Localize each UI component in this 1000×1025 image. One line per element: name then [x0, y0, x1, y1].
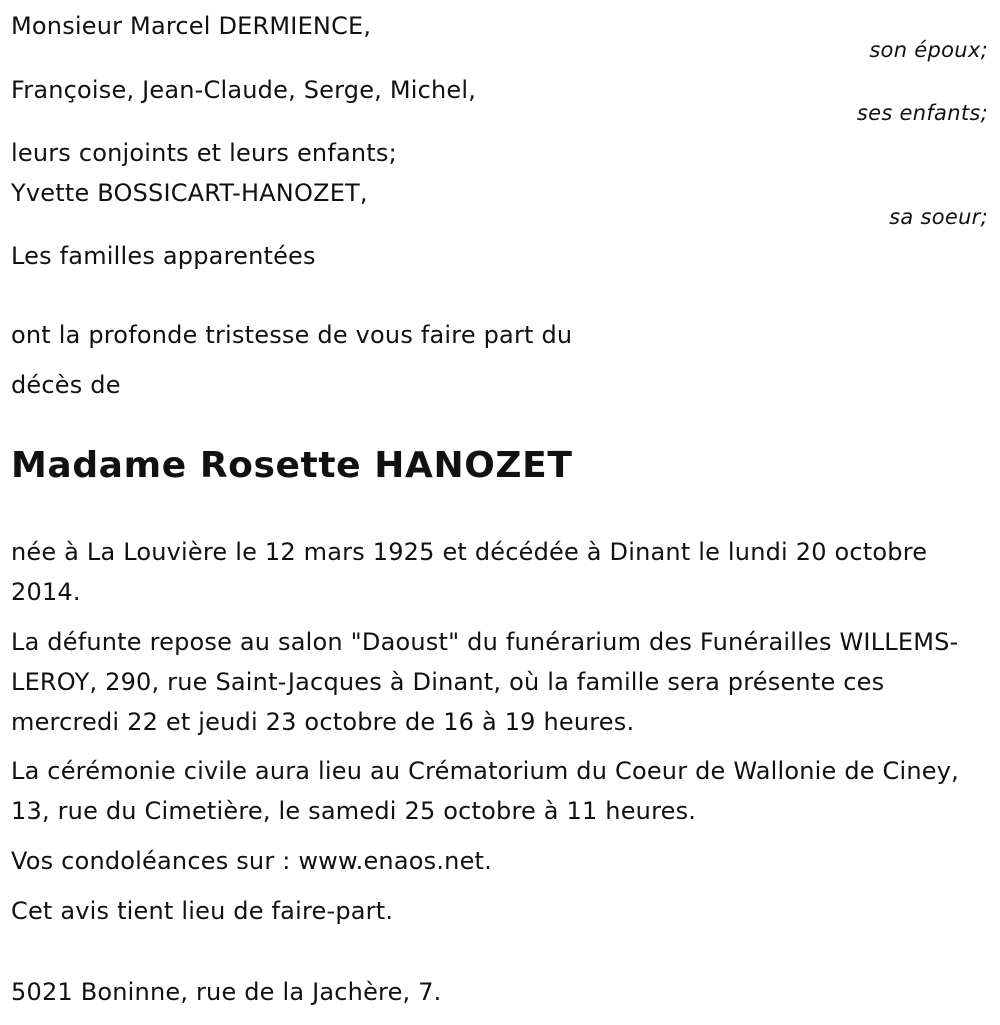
condolences-line: Vos condoléances sur : www.enaos.net.: [11, 847, 492, 875]
address-line: 5021 Boninne, rue de la Jachère, 7.: [11, 978, 442, 1006]
spouse-name: Monsieur Marcel DERMIENCE,: [11, 12, 372, 40]
repose-paragraph: La défunte repose au salon "Daoust" du funérarium des Funérailles WILLEMS-LEROY, 290, rue Saint-Jacques à Dinant, où la famille sera présente ces mercredi 22 et jeudi 23 octobre de 16 à 19 heures.: [11, 628, 959, 736]
children-role: ses enfants;: [856, 101, 988, 125]
sister-name: Yvette BOSSICART-HANOZET,: [11, 179, 368, 207]
grandchildren-line: leurs conjoints et leurs enfants;: [11, 139, 397, 167]
spouse-role: son époux;: [869, 38, 988, 62]
notice-line: Cet avis tient lieu de faire-part.: [11, 897, 394, 925]
announcement-line-1: ont la profonde tristesse de vous faire part du: [11, 321, 573, 349]
deceased-name: Madame Rosette HANOZET: [11, 445, 573, 486]
announcement-line-2: décès de: [11, 371, 121, 399]
birth-death-paragraph: née à La Louvière le 12 mars 1925 et décédée à Dinant le lundi 20 octobre 2014.: [11, 538, 928, 606]
ceremony-paragraph: La cérémonie civile aura lieu au Crématorium du Coeur de Wallonie de Ciney, 13, rue du Cimetière, le samedi 25 octobre à 11 heures.: [11, 757, 959, 825]
children-names: Françoise, Jean-Claude, Serge, Michel,: [11, 76, 477, 104]
sister-role: sa soeur;: [889, 205, 988, 229]
relatives-line: Les familles apparentées: [11, 242, 316, 270]
